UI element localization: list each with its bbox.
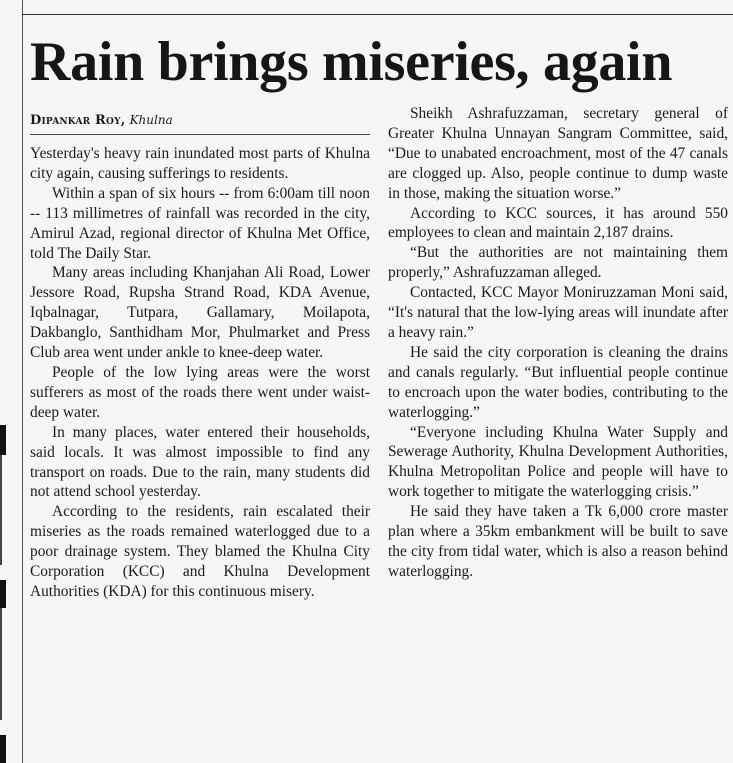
article-column-left <box>30 144 370 602</box>
headline: Rain brings miseries, again <box>30 31 673 93</box>
byline-author: Dipankar Roy, <box>30 113 126 128</box>
paragraph: “Everyone including Khulna Water Supply and Sewerage Authority, Khulna Development Authorities, Khulna Metropolitan Police and people will have to work together to mitigate the waterlogging crisis.” <box>388 423 728 501</box>
paragraph: He said the city corporation is cleaning the drains and canals regularly. “But influential people continue to encroach upon the water bodies, contributing to the waterlogging.” <box>388 343 728 421</box>
article-column-right <box>388 104 728 582</box>
edge-mark <box>0 735 6 763</box>
column-divider <box>22 0 23 763</box>
edge-mark <box>0 580 6 608</box>
paragraph: In many places, water entered their households, said locals. It was almost impossible to find any transport on roads. Due to the rain, many students did not attend school yesterday. <box>30 423 370 501</box>
paragraph: Many areas including Khanjahan Ali Road, Lower Jessore Road, Rupsha Strand Road, KDA Avenue, Iqbalnagar, Tutpara, Gallamary, Moilapota, Dakbanglo, Santhidham Mor, Phulmarket and Press Club area went under ankle to knee-deep water. <box>30 264 370 362</box>
paragraph: “But the authorities are not maintaining them properly,” Ashrafuzzaman alleged. <box>388 244 728 282</box>
paragraph: People of the low lying areas were the worst sufferers as most of the roads there went under waist-deep water. <box>30 363 370 421</box>
edge-mark <box>0 608 2 720</box>
adjacent-column-edge <box>0 0 22 763</box>
top-rule <box>22 14 733 15</box>
paragraph: Sheikh Ashrafuzzaman, secretary general of Greater Khulna Unnayan Sangram Committee, said, “Due to unabated encroachment, most of the 47 canals are clogged up. Also, people continue to dump waste in those, making the situation worse.” <box>388 105 728 202</box>
paragraph: He said they have taken a Tk 6,000 crore master plan where a 35km embankment will be built to save the city from tidal water, which is also a reason behind waterlogging. <box>388 503 728 580</box>
paragraph: Yesterday's heavy rain inundated most parts of Khulna city again, causing sufferings to residents. <box>30 145 370 182</box>
byline-rule <box>30 134 370 135</box>
edge-mark <box>0 455 2 565</box>
paragraph: According to the residents, rain escalated their miseries as the roads remained waterlogged due to a poor drainage system. They blamed the Khulna City Corporation (KCC) and Khulna Development Authorities (KDA) for this continuous misery. <box>30 503 370 600</box>
paragraph: Within a span of six hours -- from 6:00am till noon -- 113 millimetres of rainfall was recorded in the city, Amirul Azad, regional director of Khulna Met Office, told The Daily Star. <box>30 184 370 262</box>
paragraph: According to KCC sources, it has around 550 employees to clean and maintain 2,187 drains. <box>388 204 728 242</box>
byline <box>30 111 370 130</box>
edge-mark <box>0 425 6 455</box>
byline-location: Khulna <box>129 113 173 127</box>
paragraph: Contacted, KCC Mayor Moniruzzaman Moni said, “It's natural that the low-lying areas will inundate after a heavy rain.” <box>388 284 728 341</box>
